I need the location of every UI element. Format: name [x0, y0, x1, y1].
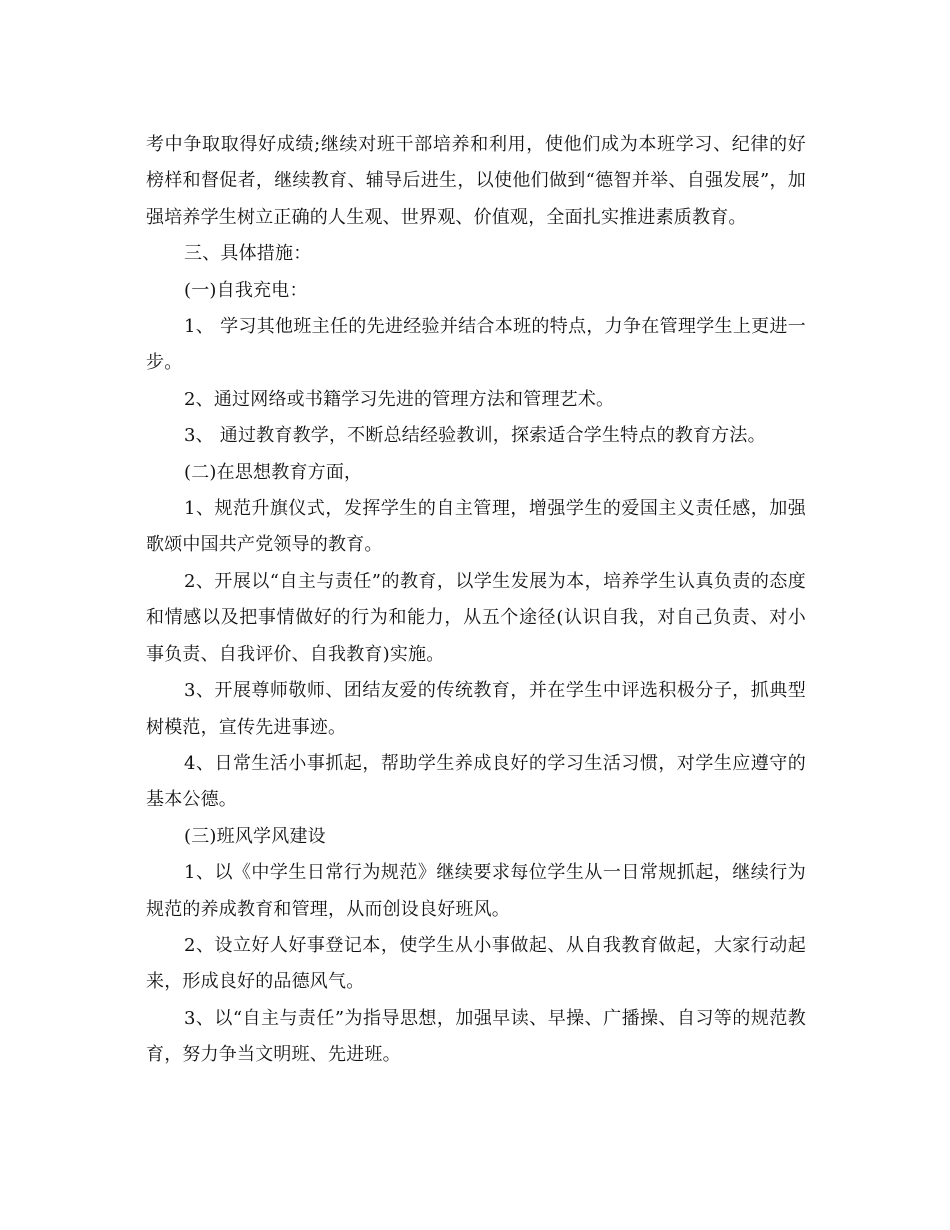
list-item: 2、通过网络或书籍学习先进的管理方法和管理艺术。: [184, 388, 615, 410]
section-heading-measures: 三、具体措施：: [184, 243, 312, 265]
list-item: 3、以“自主与责任”为指导思想，加强早读、早操、广播操、自习等的规范教育，努力争当文明班、先进班。: [146, 1007, 806, 1066]
list-item: 2、设立好人好事登记本，使学生从小事做起、从自我教育做起，大家行动起来，形成良好的品德风气。: [146, 934, 806, 993]
list-item: 1、 学习其他班主任的先进经验并结合本班的特点，力争在管理学生上更进一步。: [146, 316, 806, 374]
subsection-heading-self-improvement: (一)自我充电：: [184, 279, 308, 301]
list-item: 3、开展尊师敬师、团结友爱的传统教育，并在学生中评选积极分子，抓典型树模范，宣传先进事迹。: [146, 680, 806, 738]
paragraph-continuation: 考中争取取得好成绩;继续对班干部培养和利用，使他们成为本班学习、纪律的好榜样和督促者，继续教育、辅导后进生，以使他们做到“德智并举、自强发展”，加强培养学生树立正确的人生观、世界观、价值观，全面扎实推进素质教育。: [146, 134, 806, 228]
list-item: 1、以《中学生日常行为规范》继续要求每位学生从一日常规抓起，继续行为规范的养成教育和管理，从而创设良好班风。: [146, 862, 806, 920]
subsection-heading-class-style: (三)班风学风建设: [184, 825, 326, 847]
list-item: 1、规范升旗仪式，发挥学生的自主管理，增强学生的爱国主义责任感，加强歌颂中国共产党领导的教育。: [146, 498, 806, 556]
list-item: 2、开展以“自主与责任”的教育，以学生发展为本，培养学生认真负责的态度和情感以及把事情做好的行为和能力，从五个途径(认识自我，对自己负责、对小事负责、自我评价、自我教育)实施。: [146, 570, 806, 665]
list-item: 4、日常生活小事抓起，帮助学生养成良好的学习生活习惯，对学生应遵守的基本公德。: [146, 752, 806, 811]
subsection-heading-ideological-education: (二)在思想教育方面，: [184, 461, 363, 483]
list-item: 3、 通过教育教学，不断总结经验教训，探索适合学生特点的教育方法。: [184, 425, 766, 447]
document-body: [146, 127, 806, 1074]
